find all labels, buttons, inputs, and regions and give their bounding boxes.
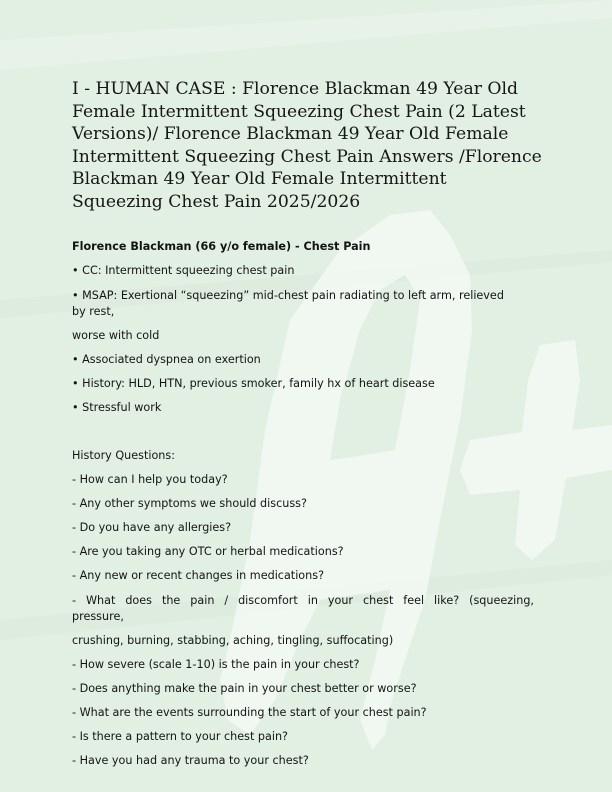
- history-question: - Have you had any trauma to your chest?: [72, 754, 309, 767]
- medical-history: • History: HLD, HTN, previous smoker, family hx of heart disease: [72, 377, 435, 390]
- history-question: - How can I help you today?: [72, 473, 228, 486]
- history-question: - How severe (scale 1-10) is the pain in your chest?: [72, 658, 360, 671]
- history-question: - Any other symptoms we should discuss?: [72, 497, 307, 510]
- msap-line-2: by rest,: [72, 305, 115, 318]
- history-question: - What does the pain / discomfort in your chest feel like? (squeezing,: [72, 594, 534, 607]
- stress-note: • Stressful work: [72, 401, 162, 414]
- history-question: - Is there a pattern to your chest pain?: [72, 730, 288, 743]
- history-question-continued: pressure,: [72, 610, 124, 623]
- history-question: - Do you have any allergies?: [72, 521, 232, 534]
- msap-line-1: • MSAP: Exertional “squeezing” mid-chest pain radiating to left arm, relieved: [72, 289, 504, 302]
- associated-symptoms: • Associated dyspnea on exertion: [72, 353, 261, 366]
- chief-complaint: • CC: Intermittent squeezing chest pain: [72, 264, 295, 277]
- history-question: - Are you taking any OTC or herbal medications?: [72, 545, 344, 558]
- document-title: I - HUMAN CASE : Florence Blackman 49 Year Old Female Intermittent Squeezing Chest Pain (2 Latest Versions)/ Florence Blackman 49 Year Old Female Intermittent Squeezing Chest Pain Answers /Florence Blackman 49 Year Old Female Intermittent Squeezing Chest Pain 2025/2026: [72, 79, 542, 212]
- history-question-continued: crushing, burning, stabbing, aching, tingling, suffocating): [72, 634, 394, 647]
- history-question: - Any new or recent changes in medications?: [72, 569, 325, 582]
- msap-line-3: worse with cold: [72, 329, 160, 342]
- history-questions-heading: History Questions:: [72, 449, 175, 462]
- case-heading: Florence Blackman (66 y/o female) - Chest Pain: [72, 240, 371, 253]
- history-question: - Does anything make the pain in your chest better or worse?: [72, 682, 417, 695]
- history-question: - What are the events surrounding the start of your chest pain?: [72, 706, 427, 719]
